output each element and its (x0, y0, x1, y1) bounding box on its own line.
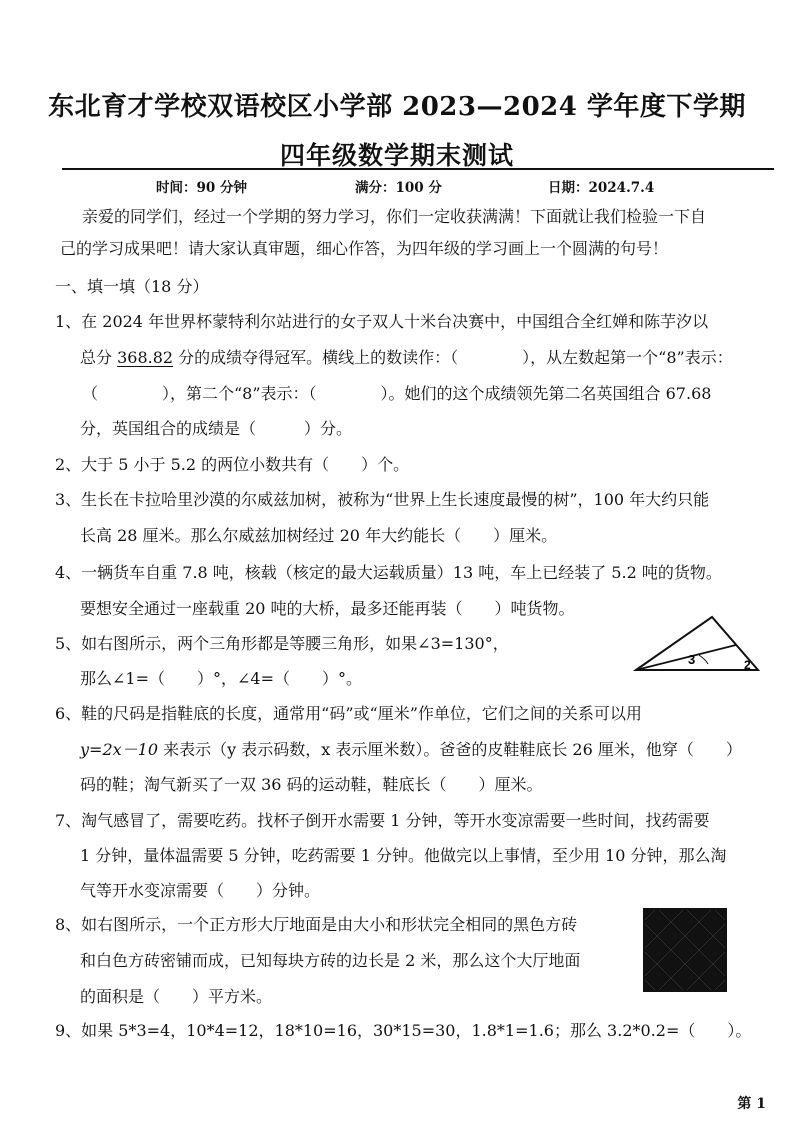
q5-line-1: 5、如右图所示，两个三角形都是等腰三角形，如果∠3=130°， (55, 634, 509, 653)
outer-triangle (636, 617, 758, 670)
q6-text-post: 来表示（y 表示码数，x 表示厘米数）。爸爸的皮鞋鞋底长 26 厘米，他穿（ ） (158, 740, 742, 759)
title-rule (62, 168, 774, 170)
checkerboard-tile-figure (643, 908, 727, 992)
q1-line-2 (80, 347, 733, 369)
angle-label-3: 3 (688, 652, 696, 667)
q8-line-3: 的面积是（ ）平方米。 (80, 987, 273, 1006)
q9-line: 9、如果 5*3=4，10*4=12，18*10=16，30*15=30，1.8*1=1.6；那么 3.2*0.2=（ ）。 (55, 1021, 752, 1040)
q4-line-2: 要想安全通过一座载重 20 吨的大桥，最多还能再装（ ）吨货物。 (80, 599, 575, 618)
isosceles-triangles-figure (632, 612, 762, 674)
q7-line-2: 1 分钟，量体温需要 5 分钟，吃药需要 1 分钟。他做完以上事情，至少用 10 分钟，那么淘 (80, 846, 727, 865)
q6-formula: y=2x－10 (80, 740, 159, 759)
q1-line-3: （ ），第二个“8”表示：（ ）。她们的这个成绩领先第二名英国组合 67.68 (82, 384, 712, 403)
exam-subtitle: 四年级数学期末测试 (279, 141, 514, 170)
q1-text-pre: 总分 (80, 348, 118, 367)
intro-line-1: 亲爱的同学们，经过一个学期的努力学习，你们一定收获满满！下面就让我们检验一下自 (82, 207, 707, 226)
intro-line-2: 己的学习成果吧！请大家认真审题，细心作答，为四年级的学习画上一个圆满的句号！ (60, 239, 669, 258)
page-number: 第 1 (737, 1096, 766, 1112)
inner-segment (636, 645, 736, 670)
q6-line-2 (80, 739, 742, 761)
q7-line-3: 气等开水变凉需要（ ）分钟。 (80, 881, 321, 900)
q7-line-1: 7、淘气感冒了，需要吃药。找杯子倒开水需要 1 分钟，等开水变凉需要一些时间，找药需要 (55, 811, 710, 830)
q3-line-2: 长高 28 厘米。那么尔威兹加树经过 20 年大约能长（ ）厘米。 (80, 526, 558, 545)
q2-line: 2、大于 5 小于 5.2 的两位小数共有（ ）个。 (55, 455, 410, 474)
q1-line-1: 1、在 2024 年世界杯蒙特利尔站进行的女子双人十米台决赛中，中国组合全红婵和陈芋汐以 (55, 312, 709, 331)
angle-label-2: 2 (744, 658, 751, 672)
meta-time: 时间：90 分钟 (156, 180, 247, 196)
q3-line-1: 3、生长在卡拉哈里沙漠的尔威兹加树，被称为“世界上生长速度最慢的树”，100 年大约只能 (55, 490, 710, 509)
q6-line-3: 码的鞋；淘气新买了一双 36 码的运动鞋，鞋底长（ ）厘米。 (80, 775, 543, 794)
q8-line-2: 和白色方砖密铺而成，已知每块方砖的边长是 2 米，那么这个大厅地面 (80, 951, 581, 970)
q5-line-2: 那么∠1=（ ）°，∠4=（ ）°。 (80, 669, 362, 688)
q1-text-post: 分的成绩夺得冠军。横线上的数读作：（ ），从左数起第一个“8”表示： (173, 348, 733, 367)
meta-score: 满分：100 分 (355, 180, 442, 196)
exam-title: 东北育才学校双语校区小学部 2023—2024 学年度下学期 (48, 92, 746, 122)
q1-line-4: 分，英国组合的成绩是（ ）分。 (80, 419, 353, 438)
meta-date: 日期：2024.7.4 (548, 180, 655, 196)
black-tiles (643, 908, 727, 992)
q4-line-1: 4、一辆货车自重 7.8 吨，核载（核定的最大运载质量）13 吨，车上已经装了 5.2 吨的货物。 (55, 563, 722, 582)
angle-arc-3 (699, 655, 708, 664)
q1-underlined-number: 368.82 (117, 348, 174, 367)
section-heading: 一、填一填（18 分） (55, 277, 209, 296)
q8-line-1: 8、如右图所示，一个正方形大厅地面是由大小和形状完全相同的黑色方砖 (55, 915, 578, 934)
q6-line-1: 6、鞋的尺码是指鞋底的长度，通常用“码”或“厘米”作单位，它们之间的关系可以用 (55, 704, 642, 723)
